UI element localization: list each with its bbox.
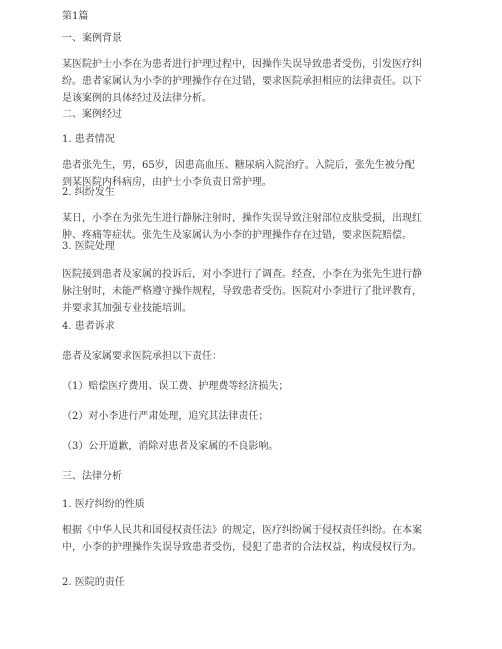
paragraph-hospital — [62, 266, 442, 317]
subheading-hospital-liability: 2. 医院的责任 — [62, 577, 125, 588]
paragraph-claims: 患者及家属要求医院承担以下责任： — [62, 351, 222, 362]
list-item: （1）赔偿医疗费用、误工费、护理费等经济损失； — [62, 381, 289, 392]
section-title-legal: 三、法律分析 — [62, 471, 122, 482]
subheading-hospital: 3. 医院处理 — [62, 241, 115, 252]
section-title-background: 一、案例背景 — [62, 33, 122, 44]
page-label: 第1篇 — [62, 11, 89, 22]
list-item: （3）公开道歉，消除对患者及家属的不良影响。 — [62, 441, 279, 452]
paragraph-line: 脉注射时，未能严格遵守操作规程，导致患者受伤。医院对小李进行了批评教育， — [62, 286, 422, 297]
paragraph-line: 中，小李的护理操作失误导致患者受伤，侵犯了患者的合法权益，构成侵权行为。 — [62, 542, 422, 553]
section-title-process: 二、案例经过 — [62, 109, 122, 120]
subheading-nature: 1. 医疗纠纷的性质 — [62, 499, 145, 510]
list-item: （2）对小李进行严肃处理，追究其法律责任； — [62, 411, 269, 422]
paragraph-line: 患者张先生，男，65岁，因患高血压、糖尿病入院治疗。入院后，张先生被分配 — [62, 160, 415, 171]
paragraph-line: 是该案例的具体经过及法律分析。 — [62, 93, 212, 104]
paragraph-line: 纷。患者家属认为小李的护理操作存在过错，要求医院承担相应的法律责任。以下 — [62, 76, 422, 87]
paragraph-line: 肿、疼痛等症状。张先生及家属认为小李的护理操作存在过错，要求医院赔偿。 — [62, 230, 412, 241]
subheading-claims: 4. 患者诉求 — [62, 321, 115, 332]
subheading-dispute: 2. 纠纷发生 — [62, 187, 115, 198]
subheading-patient: 1. 患者情况 — [62, 134, 115, 145]
paragraph-line: 根据《中华人民共和国侵权责任法》的规定，医疗纠纷属于侵权责任纠纷。在本案 — [62, 525, 422, 536]
paragraph-background — [62, 56, 442, 107]
paragraph-line: 某医院护士小李在为患者进行护理过程中，因操作失误导致患者受伤，引发医疗纠 — [62, 59, 422, 70]
paragraph-nature — [62, 522, 442, 556]
paragraph-line: 到某医院内科病房，由护士小李负责日常护理。 — [62, 177, 272, 188]
paragraph-line: 医院接到患者及家属的投诉后，对小李进行了调查。经查，小李在为张先生进行静 — [62, 269, 422, 280]
paragraph-line: 某日，小李在为张先生进行静脉注射时，操作失误导致注射部位皮肤受损，出现红 — [62, 213, 422, 224]
paragraph-line: 并要求其加强专业技能培训。 — [62, 303, 192, 314]
